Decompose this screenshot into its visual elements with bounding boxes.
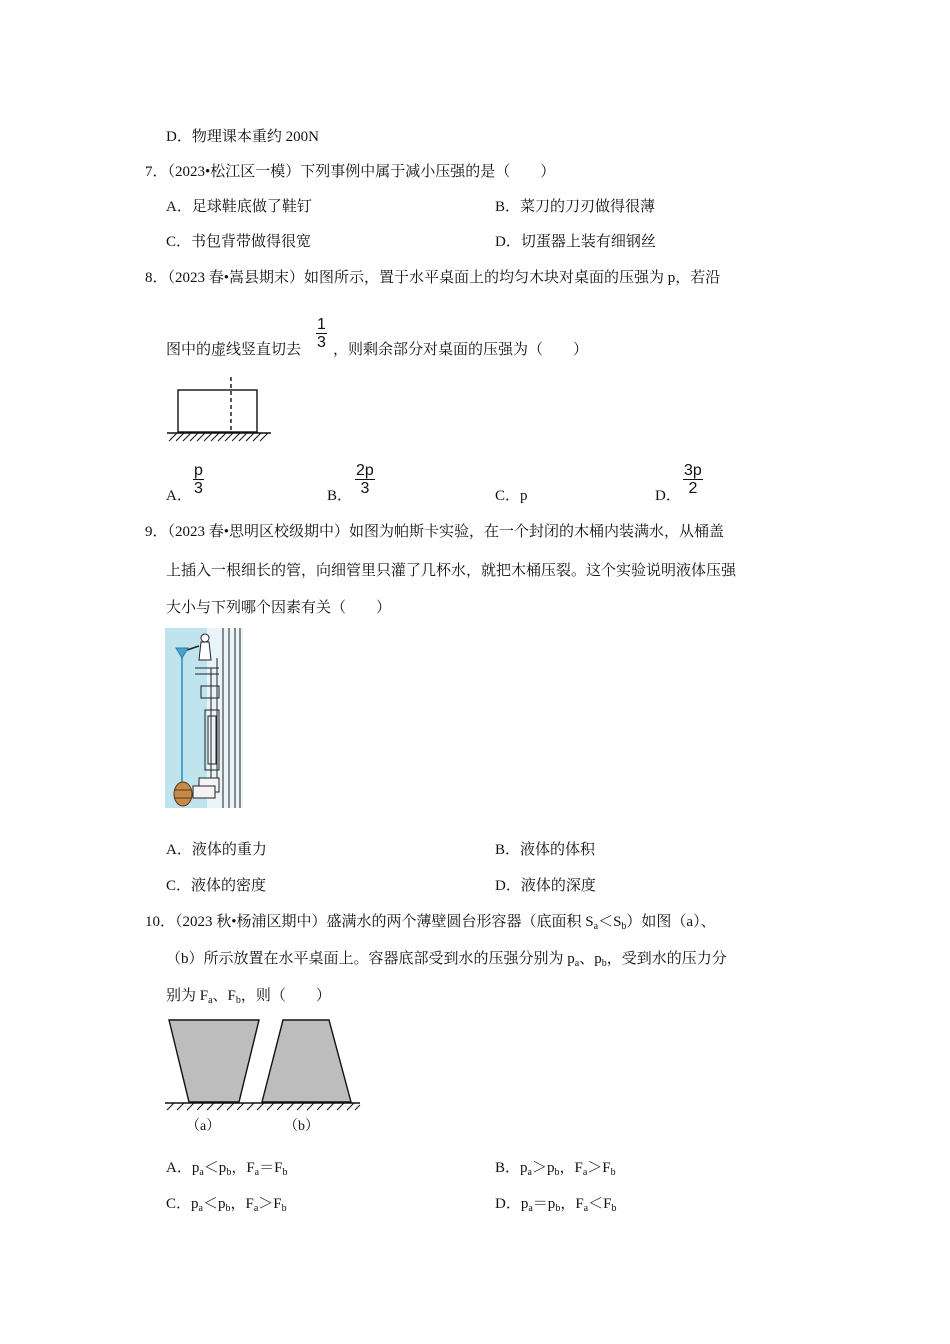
fraction-denominator: 2 xyxy=(688,480,698,497)
q9-option-a: A．液体的重力 xyxy=(166,842,267,858)
q8-fraction-one-third xyxy=(316,316,327,351)
q10-option-b: B．$p_a>p_b$，$F_a>F_b$ xyxy=(495,1160,616,1178)
q9-option-b: B．液体的体积 xyxy=(495,842,596,858)
fraction-denominator: 3 xyxy=(194,480,203,497)
q10-stem-line3: 别为 $F_a$、$F_b$，则（ ） xyxy=(166,988,331,1006)
q8-option-d-fraction xyxy=(683,462,703,497)
table-hatching xyxy=(167,1103,360,1110)
fraction-numerator: 1 xyxy=(317,316,326,333)
q8-option-b: B． xyxy=(327,488,353,504)
q9-option-d: D．液体的深度 xyxy=(495,878,596,894)
q8-stem-line2b: ，则剩余部分对桌面的压强为（ ） xyxy=(333,342,589,358)
q10-option-d: D．$p_a=p_b$，$F_a<F_b$ xyxy=(495,1196,617,1214)
table-hatching xyxy=(169,433,268,441)
q8-stem-line1: 8．（2023 春•嵩县期末）如图所示，置于水平桌面上的均匀木块对桌面的压强为 p，若沿 xyxy=(145,270,721,286)
q8-option-c: C．p xyxy=(495,488,528,504)
q7-option-a: A．足球鞋底做了鞋钉 xyxy=(166,199,312,215)
q8-stem-line2a: 图中的虚线竖直切去 xyxy=(166,342,302,358)
pascal-barrel-illustration xyxy=(165,628,243,808)
q7-option-d: D．切蛋器上装有细钢丝 xyxy=(495,234,656,250)
q9-stem-line2: 上插入一根细长的管，向细管里只灌了几杯水，就把木桶压裂。这个实验说明液体压强 xyxy=(166,563,737,579)
figure-label-a: （a） xyxy=(186,1119,221,1134)
q10-option-c: C．$p_a<p_b$，$F_a>F_b$ xyxy=(166,1196,287,1214)
q8-option-a-fraction xyxy=(193,462,204,497)
q7-option-b: B．菜刀的刀刃做得很薄 xyxy=(495,199,656,215)
fraction-denominator: 3 xyxy=(360,480,370,497)
q9-stem-line3: 大小与下列哪个因素有关（ ） xyxy=(166,600,392,616)
q7-stem: 7．（2023•松江区一模）下列事例中属于减小压强的是（ ） xyxy=(145,164,556,180)
fraction-numerator: p xyxy=(194,462,203,479)
fraction-numerator: 2p xyxy=(356,462,374,479)
figure-label-b: （b） xyxy=(284,1119,319,1134)
q8-option-d: D． xyxy=(655,488,681,504)
q7-option-c: C．书包背带做得很宽 xyxy=(166,234,312,250)
fraction-denominator: 3 xyxy=(317,334,326,351)
q9-stem-line1: 9．（2023 春•思明区校级期中）如图为帕斯卡实验，在一个封闭的木桶内装满水，从桶盖 xyxy=(145,524,725,540)
q10-stem-line2: （b）所示放置在水平桌面上。容器底部受到水的压强分别为 $p_a$、$p_b$，受到水的压力分 xyxy=(166,951,727,969)
q8-option-a: A． xyxy=(166,488,192,504)
q10-container-figure xyxy=(165,1018,365,1113)
q6-option-d: D．物理课本重约 200N xyxy=(166,129,319,145)
wood-block xyxy=(178,390,257,432)
q8-block-figure xyxy=(165,375,275,445)
container-b-upright xyxy=(262,1020,351,1102)
q8-option-b-fraction xyxy=(355,462,375,497)
fraction-numerator: 3p xyxy=(684,462,702,479)
q9-option-c: C．液体的密度 xyxy=(166,878,267,894)
container-a-inverted xyxy=(169,1020,259,1102)
q10-stem-line1: 10．（2023 秋•杨浦区期中）盛满水的两个薄壁圆台形容器（底面积 $S_a<S_b$）如图（a）、 xyxy=(145,914,716,932)
q10-option-a: A．$p_a<p_b$，$F_a=F_b$ xyxy=(166,1160,288,1178)
